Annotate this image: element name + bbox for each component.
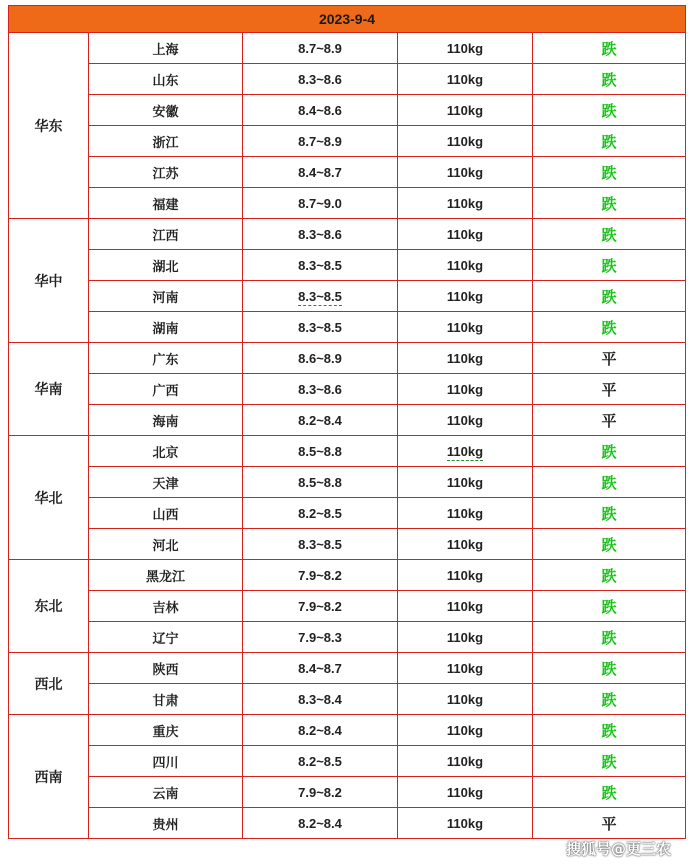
weight-cell-text: 110kg bbox=[446, 443, 484, 459]
province-cell: 四川 bbox=[89, 746, 243, 777]
weight-cell: 110kg bbox=[398, 157, 533, 188]
table-row bbox=[9, 498, 686, 529]
trend-cell: 跌 bbox=[533, 653, 686, 684]
trend-cell: 跌 bbox=[533, 715, 686, 746]
table-row bbox=[9, 808, 686, 839]
trend-cell: 跌 bbox=[533, 591, 686, 622]
table-header-row bbox=[9, 6, 686, 33]
price-range-cell: 7.9~8.2 bbox=[243, 777, 398, 808]
province-cell: 吉林 bbox=[89, 591, 243, 622]
trend-cell: 平 bbox=[533, 343, 686, 374]
weight-cell: 110kg bbox=[398, 219, 533, 250]
trend-cell: 跌 bbox=[533, 529, 686, 560]
region-cell: 西南 bbox=[9, 715, 89, 839]
weight-cell: 110kg bbox=[398, 529, 533, 560]
table-row bbox=[9, 64, 686, 95]
table-row bbox=[9, 622, 686, 653]
price-range-cell: 8.3~8.6 bbox=[243, 374, 398, 405]
trend-cell: 跌 bbox=[533, 560, 686, 591]
price-range-cell: 8.7~9.0 bbox=[243, 188, 398, 219]
weight-cell: 110kg bbox=[398, 560, 533, 591]
table-row bbox=[9, 746, 686, 777]
price-range-cell: 8.5~8.8 bbox=[243, 436, 398, 467]
weight-cell: 110kg bbox=[398, 808, 533, 839]
trend-cell: 跌 bbox=[533, 746, 686, 777]
province-cell: 陕西 bbox=[89, 653, 243, 684]
region-cell: 华南 bbox=[9, 343, 89, 436]
price-range-cell: 8.3~8.6 bbox=[243, 219, 398, 250]
price-range-cell: 8.3~8.5 bbox=[243, 529, 398, 560]
table-row bbox=[9, 529, 686, 560]
table-row bbox=[9, 250, 686, 281]
table-row bbox=[9, 467, 686, 498]
table-row bbox=[9, 126, 686, 157]
trend-cell: 跌 bbox=[533, 777, 686, 808]
weight-cell: 110kg bbox=[398, 126, 533, 157]
weight-cell: 110kg bbox=[398, 250, 533, 281]
province-cell: 广东 bbox=[89, 343, 243, 374]
hog-price-table bbox=[8, 5, 686, 839]
price-range-cell: 8.4~8.7 bbox=[243, 653, 398, 684]
province-cell: 山东 bbox=[89, 64, 243, 95]
table-row bbox=[9, 374, 686, 405]
table-row bbox=[9, 219, 686, 250]
weight-cell: 110kg bbox=[398, 715, 533, 746]
weight-cell: 110kg bbox=[398, 33, 533, 64]
province-cell: 辽宁 bbox=[89, 622, 243, 653]
weight-cell: 110kg bbox=[398, 312, 533, 343]
weight-cell: 110kg bbox=[398, 188, 533, 219]
trend-cell: 跌 bbox=[533, 250, 686, 281]
price-range-cell: 8.7~8.9 bbox=[243, 33, 398, 64]
table-row bbox=[9, 281, 686, 312]
province-cell: 上海 bbox=[89, 33, 243, 64]
province-cell: 天津 bbox=[89, 467, 243, 498]
trend-cell: 跌 bbox=[533, 467, 686, 498]
weight-cell: 110kg bbox=[398, 374, 533, 405]
table-row bbox=[9, 157, 686, 188]
trend-cell: 跌 bbox=[533, 188, 686, 219]
trend-cell: 跌 bbox=[533, 281, 686, 312]
table-row bbox=[9, 95, 686, 126]
table-row bbox=[9, 343, 686, 374]
province-cell: 湖南 bbox=[89, 312, 243, 343]
table-row bbox=[9, 188, 686, 219]
trend-cell: 跌 bbox=[533, 219, 686, 250]
trend-cell: 平 bbox=[533, 405, 686, 436]
province-cell: 福建 bbox=[89, 188, 243, 219]
province-cell: 河南 bbox=[89, 281, 243, 312]
price-range-cell: 8.5~8.8 bbox=[243, 467, 398, 498]
province-cell: 海南 bbox=[89, 405, 243, 436]
price-table-container bbox=[8, 5, 685, 839]
trend-cell: 跌 bbox=[533, 622, 686, 653]
table-row bbox=[9, 436, 686, 467]
weight-cell: 110kg bbox=[398, 777, 533, 808]
trend-cell: 跌 bbox=[533, 33, 686, 64]
province-cell: 黑龙江 bbox=[89, 560, 243, 591]
province-cell: 重庆 bbox=[89, 715, 243, 746]
table-row bbox=[9, 715, 686, 746]
table-row bbox=[9, 684, 686, 715]
weight-cell: 110kg bbox=[398, 498, 533, 529]
price-range-cell: 7.9~8.2 bbox=[243, 560, 398, 591]
table-row bbox=[9, 33, 686, 64]
province-cell: 湖北 bbox=[89, 250, 243, 281]
watermark: 搜狐号@更三农 bbox=[566, 840, 672, 858]
price-range-cell: 8.3~8.4 bbox=[243, 684, 398, 715]
price-range-cell: 7.9~8.3 bbox=[243, 622, 398, 653]
trend-cell: 跌 bbox=[533, 436, 686, 467]
price-range-cell: 8.7~8.9 bbox=[243, 126, 398, 157]
weight-cell: 110kg bbox=[398, 746, 533, 777]
table-row bbox=[9, 312, 686, 343]
table-row bbox=[9, 405, 686, 436]
weight-cell: 110kg bbox=[398, 622, 533, 653]
trend-cell: 跌 bbox=[533, 126, 686, 157]
province-cell: 江西 bbox=[89, 219, 243, 250]
province-cell: 贵州 bbox=[89, 808, 243, 839]
trend-cell: 跌 bbox=[533, 498, 686, 529]
region-cell: 华北 bbox=[9, 436, 89, 560]
price-range-cell-text: 8.3~8.5 bbox=[298, 288, 342, 304]
weight-cell bbox=[398, 436, 533, 467]
price-range-cell: 8.4~8.6 bbox=[243, 95, 398, 126]
trend-cell: 跌 bbox=[533, 684, 686, 715]
province-cell: 云南 bbox=[89, 777, 243, 808]
weight-cell: 110kg bbox=[398, 684, 533, 715]
price-range-cell: 7.9~8.2 bbox=[243, 591, 398, 622]
price-range-cell: 8.2~8.4 bbox=[243, 405, 398, 436]
trend-cell: 平 bbox=[533, 374, 686, 405]
trend-cell: 跌 bbox=[533, 157, 686, 188]
weight-cell: 110kg bbox=[398, 467, 533, 498]
province-cell: 江苏 bbox=[89, 157, 243, 188]
price-range-cell: 8.6~8.9 bbox=[243, 343, 398, 374]
table-row bbox=[9, 591, 686, 622]
region-cell: 华东 bbox=[9, 33, 89, 219]
weight-cell: 110kg bbox=[398, 343, 533, 374]
price-range-cell: 8.3~8.5 bbox=[243, 312, 398, 343]
trend-cell: 跌 bbox=[533, 64, 686, 95]
region-cell: 西北 bbox=[9, 653, 89, 715]
price-range-cell: 8.4~8.7 bbox=[243, 157, 398, 188]
price-range-cell: 8.2~8.4 bbox=[243, 715, 398, 746]
region-cell: 华中 bbox=[9, 219, 89, 343]
province-cell: 河北 bbox=[89, 529, 243, 560]
trend-cell: 平 bbox=[533, 808, 686, 839]
table-row bbox=[9, 653, 686, 684]
weight-cell: 110kg bbox=[398, 591, 533, 622]
price-range-cell: 8.2~8.5 bbox=[243, 746, 398, 777]
trend-cell: 跌 bbox=[533, 95, 686, 126]
price-range-cell: 8.3~8.6 bbox=[243, 64, 398, 95]
table-row bbox=[9, 560, 686, 591]
province-cell: 北京 bbox=[89, 436, 243, 467]
weight-cell: 110kg bbox=[398, 405, 533, 436]
price-range-cell bbox=[243, 281, 398, 312]
trend-cell: 跌 bbox=[533, 312, 686, 343]
province-cell: 浙江 bbox=[89, 126, 243, 157]
province-cell: 甘肃 bbox=[89, 684, 243, 715]
date-header: 2023-9-4 bbox=[9, 6, 686, 33]
region-cell: 东北 bbox=[9, 560, 89, 653]
weight-cell: 110kg bbox=[398, 95, 533, 126]
province-cell: 安徽 bbox=[89, 95, 243, 126]
price-range-cell: 8.2~8.5 bbox=[243, 498, 398, 529]
table-row bbox=[9, 777, 686, 808]
province-cell: 山西 bbox=[89, 498, 243, 529]
weight-cell: 110kg bbox=[398, 653, 533, 684]
province-cell: 广西 bbox=[89, 374, 243, 405]
weight-cell: 110kg bbox=[398, 64, 533, 95]
price-range-cell: 8.2~8.4 bbox=[243, 808, 398, 839]
price-range-cell: 8.3~8.5 bbox=[243, 250, 398, 281]
weight-cell: 110kg bbox=[398, 281, 533, 312]
